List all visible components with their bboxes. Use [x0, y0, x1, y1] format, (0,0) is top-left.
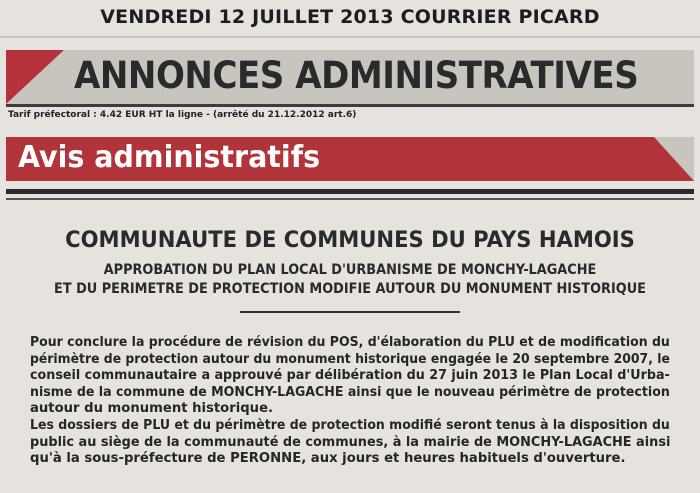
notice-headline: COMMUNAUTE DE COMMUNES DU PAYS HAMOIS — [65, 228, 635, 253]
body-line: Pour conclure la procédure de révision du POS, d'élaboration du PLU et de modification du — [30, 335, 670, 350]
banner-red-wedge — [6, 50, 64, 104]
body-line: autour du monument historique. — [30, 401, 274, 417]
notice-body — [30, 335, 670, 468]
body-line: conseil communautaire a approuvé par délibération du 27 juin 2013 le Plan Local d'Urba- — [30, 368, 670, 384]
body-line: Les dossiers de PLU et du périmètre de protection modifié seront tenus à la disposition du — [30, 417, 670, 433]
body-line: public au siège de la communauté de communes, à la mairie de MONCHY-LAGACHE ainsi — [30, 434, 671, 450]
section-banner-title: ANNONCES ADMINISTRATIVES — [74, 54, 639, 97]
notice-separator — [240, 311, 460, 313]
masthead-rule — [0, 36, 700, 38]
tarif-line: Tarif préfectoral : 4.42 EUR HT la ligne - (arrêté du 21.12.2012 art.6) — [8, 110, 357, 120]
body-line: qu'à la sous-préfecture de PERONNE, aux jours et heures habituels d'ouverture. — [30, 451, 626, 467]
notice-subheadline-1: APPROBATION DU PLAN LOCAL D'URBANISME DE MONCHY-LAGACHE — [103, 262, 597, 278]
body-line: nisme de la commune de MONCHY-LAGACHE ainsi que le nouveau périmètre de protection — [30, 384, 670, 400]
divider-thin — [6, 198, 694, 200]
category-banner — [6, 137, 694, 181]
notice-subheadline-2: ET DU PERIMETRE DE PROTECTION MODIFIE AUTOUR DU MONUMENT HISTORIQUE — [54, 281, 646, 297]
masthead: VENDREDI 12 JUILLET 2013 COURRIER PICARD — [100, 6, 600, 28]
section-banner — [6, 50, 694, 107]
category-banner-title: Avis administratifs — [18, 140, 321, 175]
banner-notch — [654, 137, 694, 181]
divider-thick — [6, 189, 694, 194]
body-line: périmètre de protection autour du monument historique engagée le 20 septembre 2007, le — [30, 351, 670, 367]
